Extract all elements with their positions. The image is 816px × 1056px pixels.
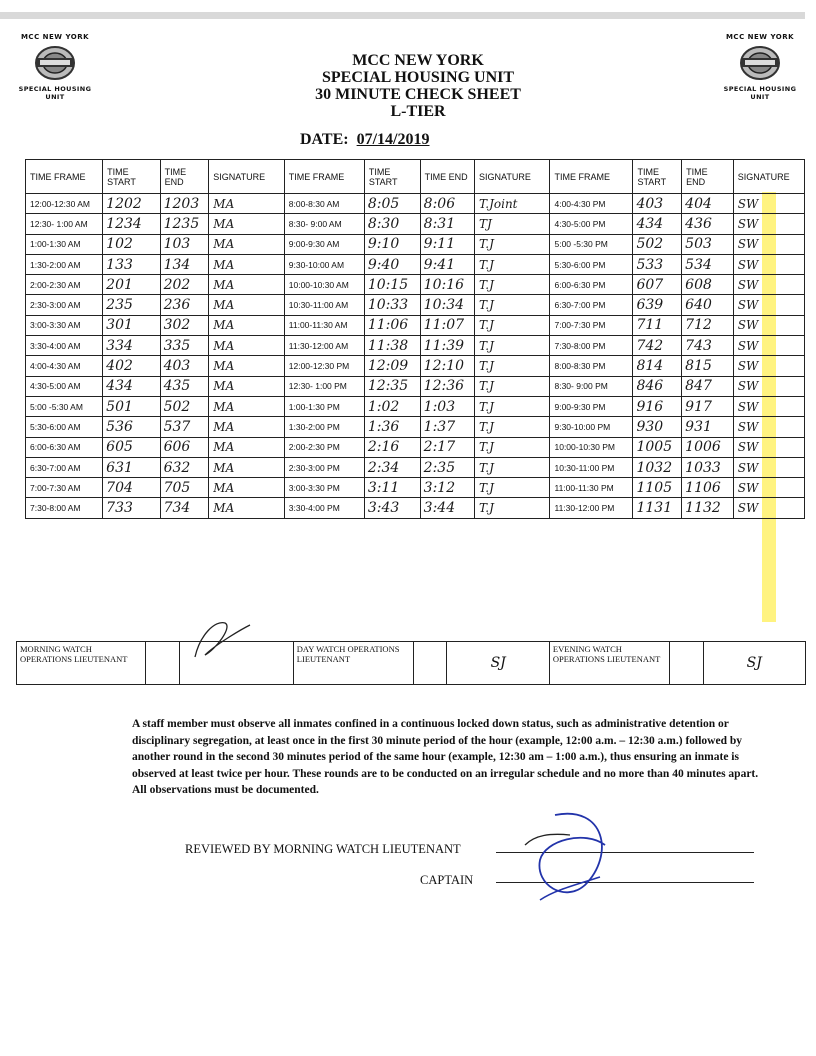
time-cell: 607 (633, 275, 682, 295)
time-cell: 704 (103, 478, 160, 498)
time-frame-cell: 2:30-3:00 AM (26, 295, 103, 315)
signature-cell: T.J (475, 396, 550, 416)
signature-cell: SW (733, 254, 804, 274)
signature-cell: T.J (475, 234, 550, 254)
time-cell: 8:06 (420, 194, 474, 214)
column-header: TIME END (682, 160, 734, 194)
time-frame-cell: 1:00-1:30 PM (284, 396, 364, 416)
title-line: 30 MINUTE CHECK SHEET (315, 86, 521, 103)
time-cell: 1105 (633, 478, 682, 498)
table-row (26, 498, 805, 518)
time-frame-cell: 11:30-12:00 PM (550, 498, 633, 518)
time-frame-cell: 11:00-11:30 AM (284, 315, 364, 335)
time-cell: 930 (633, 417, 682, 437)
time-frame-cell: 6:30-7:00 PM (550, 295, 633, 315)
time-cell: 1006 (682, 437, 734, 457)
time-cell: 2:34 (364, 457, 420, 477)
time-frame-cell: 4:30-5:00 AM (26, 376, 103, 396)
time-frame-cell: 7:00-7:30 PM (550, 315, 633, 335)
signature-cell: MA (209, 194, 284, 214)
signature-cell: T.Joint (475, 194, 550, 214)
signature-cell: SW (733, 457, 804, 477)
time-cell: 10:16 (420, 275, 474, 295)
column-header: TIME END (420, 160, 474, 194)
time-cell: 434 (633, 214, 682, 234)
time-frame-cell: 7:00-7:30 AM (26, 478, 103, 498)
time-cell: 814 (633, 356, 682, 376)
signature-cell: MA (209, 396, 284, 416)
signature-cell: T.J (475, 275, 550, 295)
signature-cell: MA (209, 336, 284, 356)
signature-cell: T.J (475, 254, 550, 274)
table-row (26, 417, 805, 437)
policy-note: A staff member must observe all inmates confined in a continuous locked down status, such as administrative detention or disciplinary segregation, at least once in the first 30 minute period of the hour (example, 12:00 a.m. – 12:30 a.m.) followed by another round in the second 30 minutes period of the same hour (example, 12:30 am – 1:00 a.m.), thus ensuring an inmate is observed at least twice per hour. These rounds are to be conducted on an irregular schedule and no more than 40 minutes apart. All observations must be documented. (132, 718, 759, 796)
time-cell: 404 (682, 194, 734, 214)
signature-cell: SW (733, 295, 804, 315)
time-cell: 1132 (682, 498, 734, 518)
signature-cell: T.J (475, 356, 550, 376)
time-cell: 1:02 (364, 396, 420, 416)
time-cell: 235 (103, 295, 160, 315)
table-row (26, 254, 805, 274)
time-cell: 301 (103, 315, 160, 335)
time-cell: 733 (103, 498, 160, 518)
reviewed-by-label: REVIEWED BY MORNING WATCH LIEUTENANT (185, 842, 461, 856)
column-header: TIME START (364, 160, 420, 194)
time-cell: 1202 (103, 194, 160, 214)
signature-cell: SW (733, 234, 804, 254)
time-cell: 3:43 (364, 498, 420, 518)
title-line: L-TIER (390, 103, 446, 120)
title-line: MCC NEW YORK (352, 52, 484, 69)
column-header: SIGNATURE (733, 160, 804, 194)
time-cell: 711 (633, 315, 682, 335)
signature-cell: SW (733, 478, 804, 498)
time-cell: 632 (160, 457, 209, 477)
time-cell: 434 (103, 376, 160, 396)
shu-logo-left (10, 33, 100, 101)
time-frame-cell: 6:00-6:30 PM (550, 275, 633, 295)
captain-signature (515, 805, 625, 915)
time-frame-cell: 1:30-2:00 PM (284, 417, 364, 437)
time-frame-cell: 5:00 -5:30 PM (550, 234, 633, 254)
signature-cell: MA (209, 417, 284, 437)
time-cell: 1032 (633, 457, 682, 477)
time-cell: 847 (682, 376, 734, 396)
time-cell: 10:34 (420, 295, 474, 315)
table-row (26, 275, 805, 295)
time-cell: 12:09 (364, 356, 420, 376)
time-cell: 1005 (633, 437, 682, 457)
logo-bottom-text: SPECIAL HOUSING UNIT (18, 85, 92, 101)
time-cell: 1203 (160, 194, 209, 214)
time-frame-cell: 3:00-3:30 AM (26, 315, 103, 335)
table-row (26, 234, 805, 254)
time-cell: 403 (633, 194, 682, 214)
table-row (26, 336, 805, 356)
time-cell: 916 (633, 396, 682, 416)
signature-cell: T.J (475, 498, 550, 518)
signature-cell: MA (209, 478, 284, 498)
day-watch-label: DAY WATCH OPERATIONS LIEUTENANT (293, 642, 413, 685)
morning-watch-label: MORNING WATCH OPERATIONS LIEUTENANT (17, 642, 146, 685)
evening-watch-label: EVENING WATCH OPERATIONS LIEUTENANT (549, 642, 669, 685)
time-frame-cell: 12:30- 1:00 PM (284, 376, 364, 396)
time-cell: 9:41 (420, 254, 474, 274)
time-frame-cell: 8:30- 9:00 PM (550, 376, 633, 396)
time-frame-cell: 8:30- 9:00 AM (284, 214, 364, 234)
time-cell: 334 (103, 336, 160, 356)
column-header: TIME FRAME (26, 160, 103, 194)
table-row (26, 376, 805, 396)
captain-label: CAPTAIN (420, 873, 474, 887)
time-frame-cell: 6:00-6:30 AM (26, 437, 103, 457)
time-cell: 8:30 (364, 214, 420, 234)
signature-cell: SW (733, 356, 804, 376)
time-frame-cell: 3:30-4:00 PM (284, 498, 364, 518)
time-cell: 640 (682, 295, 734, 315)
shu-logo-right (715, 33, 805, 101)
signature-cell: MA (209, 315, 284, 335)
time-cell: 10:33 (364, 295, 420, 315)
time-cell: 12:36 (420, 376, 474, 396)
signature-cell: MA (209, 498, 284, 518)
time-cell: 1131 (633, 498, 682, 518)
signature-cell: SW (733, 315, 804, 335)
table-row (26, 478, 805, 498)
top-scan-bar (0, 12, 805, 19)
check-sheet-table (25, 159, 805, 519)
time-frame-cell: 4:00-4:30 AM (26, 356, 103, 376)
time-cell: 11:06 (364, 315, 420, 335)
table-row (26, 356, 805, 376)
time-frame-cell: 8:00-8:30 AM (284, 194, 364, 214)
time-frame-cell: 10:30-11:00 AM (284, 295, 364, 315)
time-frame-cell: 4:00-4:30 PM (550, 194, 633, 214)
logo-bottom-text: SPECIAL HOUSING UNIT (723, 85, 797, 101)
time-cell: 712 (682, 315, 734, 335)
time-cell: 605 (103, 437, 160, 457)
date-line (300, 131, 600, 149)
time-frame-cell: 2:00-2:30 PM (284, 437, 364, 457)
time-cell: 3:12 (420, 478, 474, 498)
time-cell: 534 (682, 254, 734, 274)
time-cell: 3:11 (364, 478, 420, 498)
time-frame-cell: 11:00-11:30 PM (550, 478, 633, 498)
table-header-row (26, 160, 805, 194)
time-frame-cell: 9:00-9:30 AM (284, 234, 364, 254)
time-frame-cell: 5:30-6:00 PM (550, 254, 633, 274)
time-cell: 606 (160, 437, 209, 457)
time-cell: 9:11 (420, 234, 474, 254)
signature-cell: T.J (475, 315, 550, 335)
time-cell: 537 (160, 417, 209, 437)
time-cell: 931 (682, 417, 734, 437)
signature-cell: SW (733, 498, 804, 518)
signature-cell: MA (209, 254, 284, 274)
document-title (230, 52, 606, 120)
time-cell: 743 (682, 336, 734, 356)
time-frame-cell: 10:00-10:30 PM (550, 437, 633, 457)
time-frame-cell: 11:30-12:00 AM (284, 336, 364, 356)
time-cell: 11:07 (420, 315, 474, 335)
time-cell: 335 (160, 336, 209, 356)
time-frame-cell: 9:00-9:30 PM (550, 396, 633, 416)
time-cell: 501 (103, 396, 160, 416)
shu-emblem-icon (737, 43, 783, 83)
time-cell: 1033 (682, 457, 734, 477)
title-line: SPECIAL HOUSING UNIT (321, 69, 515, 86)
signature-cell: MA (209, 275, 284, 295)
signature-cell: SW (733, 214, 804, 234)
time-cell: 734 (160, 498, 209, 518)
time-cell: 631 (103, 457, 160, 477)
signature-cell: T.J (475, 336, 550, 356)
date-value: 07/14/2019 (356, 131, 430, 148)
time-frame-cell: 12:00-12:30 PM (284, 356, 364, 376)
column-header: TIME END (160, 160, 209, 194)
time-cell: 536 (103, 417, 160, 437)
table-row (26, 194, 805, 214)
time-cell: 8:31 (420, 214, 474, 234)
shu-emblem-icon (32, 43, 78, 83)
morning-watch-box (145, 642, 179, 685)
time-frame-cell: 9:30-10:00 PM (550, 417, 633, 437)
time-frame-cell: 8:00-8:30 PM (550, 356, 633, 376)
time-cell: 11:38 (364, 336, 420, 356)
time-cell: 102 (103, 234, 160, 254)
date-label: DATE: (300, 131, 349, 148)
time-cell: 103 (160, 234, 209, 254)
time-frame-cell: 7:30-8:00 PM (550, 336, 633, 356)
time-cell: 236 (160, 295, 209, 315)
time-cell: 436 (682, 214, 734, 234)
morning-watch-signature-box (179, 642, 293, 685)
time-cell: 502 (160, 396, 209, 416)
time-frame-cell: 1:00-1:30 AM (26, 234, 103, 254)
signature-cell: SW (733, 437, 804, 457)
time-frame-cell: 5:00 -5:30 AM (26, 396, 103, 416)
signature-cell: T.J (475, 376, 550, 396)
time-cell: 846 (633, 376, 682, 396)
time-cell: 639 (633, 295, 682, 315)
time-cell: 917 (682, 396, 734, 416)
signature-cell: MA (209, 376, 284, 396)
table-row (26, 315, 805, 335)
time-cell: 2:35 (420, 457, 474, 477)
time-frame-cell: 2:00-2:30 AM (26, 275, 103, 295)
time-frame-cell: 9:30-10:00 AM (284, 254, 364, 274)
time-cell: 815 (682, 356, 734, 376)
time-cell: 705 (160, 478, 209, 498)
time-frame-cell: 10:30-11:00 PM (550, 457, 633, 477)
signature-cell: SW (733, 417, 804, 437)
column-header: TIME START (633, 160, 682, 194)
time-cell: 1:36 (364, 417, 420, 437)
time-cell: 1106 (682, 478, 734, 498)
time-frame-cell: 4:30-5:00 PM (550, 214, 633, 234)
time-cell: 302 (160, 315, 209, 335)
time-cell: 742 (633, 336, 682, 356)
time-cell: 9:10 (364, 234, 420, 254)
time-cell: 201 (103, 275, 160, 295)
column-header: TIME FRAME (550, 160, 633, 194)
lieutenant-signoff-table (16, 641, 806, 685)
column-header: SIGNATURE (475, 160, 550, 194)
time-cell: 12:35 (364, 376, 420, 396)
evening-watch-signature: SJ (703, 642, 805, 685)
signature-cell: T.J (475, 457, 550, 477)
time-frame-cell: 5:30-6:00 AM (26, 417, 103, 437)
time-frame-cell: 3:00-3:30 PM (284, 478, 364, 498)
signature-cell: MA (209, 457, 284, 477)
evening-watch-box (669, 642, 703, 685)
time-cell: 502 (633, 234, 682, 254)
table-row (26, 396, 805, 416)
signature-cell: T.J (475, 417, 550, 437)
signature-cell: MA (209, 295, 284, 315)
day-watch-box (413, 642, 447, 685)
time-frame-cell: 12:30- 1:00 AM (26, 214, 103, 234)
table-row (26, 295, 805, 315)
time-cell: 3:44 (420, 498, 474, 518)
time-cell: 11:39 (420, 336, 474, 356)
time-cell: 435 (160, 376, 209, 396)
time-cell: 503 (682, 234, 734, 254)
time-frame-cell: 3:30-4:00 AM (26, 336, 103, 356)
table-row (26, 457, 805, 477)
signature-cell: T.J (475, 295, 550, 315)
time-cell: 10:15 (364, 275, 420, 295)
time-cell: 403 (160, 356, 209, 376)
column-header: TIME FRAME (284, 160, 364, 194)
time-cell: 8:05 (364, 194, 420, 214)
time-cell: 134 (160, 254, 209, 274)
signature-cell: SW (733, 336, 804, 356)
logo-top-text: MCC NEW YORK (20, 33, 90, 41)
signature-cell: T.J (475, 437, 550, 457)
time-frame-cell: 2:30-3:00 PM (284, 457, 364, 477)
time-frame-cell: 12:00-12:30 AM (26, 194, 103, 214)
time-frame-cell: 10:00-10:30 AM (284, 275, 364, 295)
time-cell: 12:10 (420, 356, 474, 376)
time-cell: 1234 (103, 214, 160, 234)
time-frame-cell: 7:30-8:00 AM (26, 498, 103, 518)
time-cell: 1:03 (420, 396, 474, 416)
logo-top-text: MCC NEW YORK (725, 33, 795, 41)
signature-cell: SW (733, 194, 804, 214)
time-cell: 133 (103, 254, 160, 274)
signature-cell: MA (209, 437, 284, 457)
time-cell: 9:40 (364, 254, 420, 274)
column-header: TIME START (103, 160, 160, 194)
time-cell: 1:37 (420, 417, 474, 437)
signature-cell: SW (733, 396, 804, 416)
column-header: SIGNATURE (209, 160, 284, 194)
table-row (26, 437, 805, 457)
signature-cell: MA (209, 356, 284, 376)
day-watch-signature: SJ (447, 642, 549, 685)
signature-cell: SW (733, 376, 804, 396)
time-cell: 1235 (160, 214, 209, 234)
time-cell: 202 (160, 275, 209, 295)
signature-cell: TJ (475, 214, 550, 234)
table-row (26, 214, 805, 234)
time-cell: 533 (633, 254, 682, 274)
signature-cell: T.J (475, 478, 550, 498)
time-frame-cell: 6:30-7:00 AM (26, 457, 103, 477)
time-cell: 2:17 (420, 437, 474, 457)
time-frame-cell: 1:30-2:00 AM (26, 254, 103, 274)
time-cell: 2:16 (364, 437, 420, 457)
signature-cell: MA (209, 214, 284, 234)
time-cell: 608 (682, 275, 734, 295)
signature-cell: MA (209, 234, 284, 254)
time-cell: 402 (103, 356, 160, 376)
signature-cell: SW (733, 275, 804, 295)
